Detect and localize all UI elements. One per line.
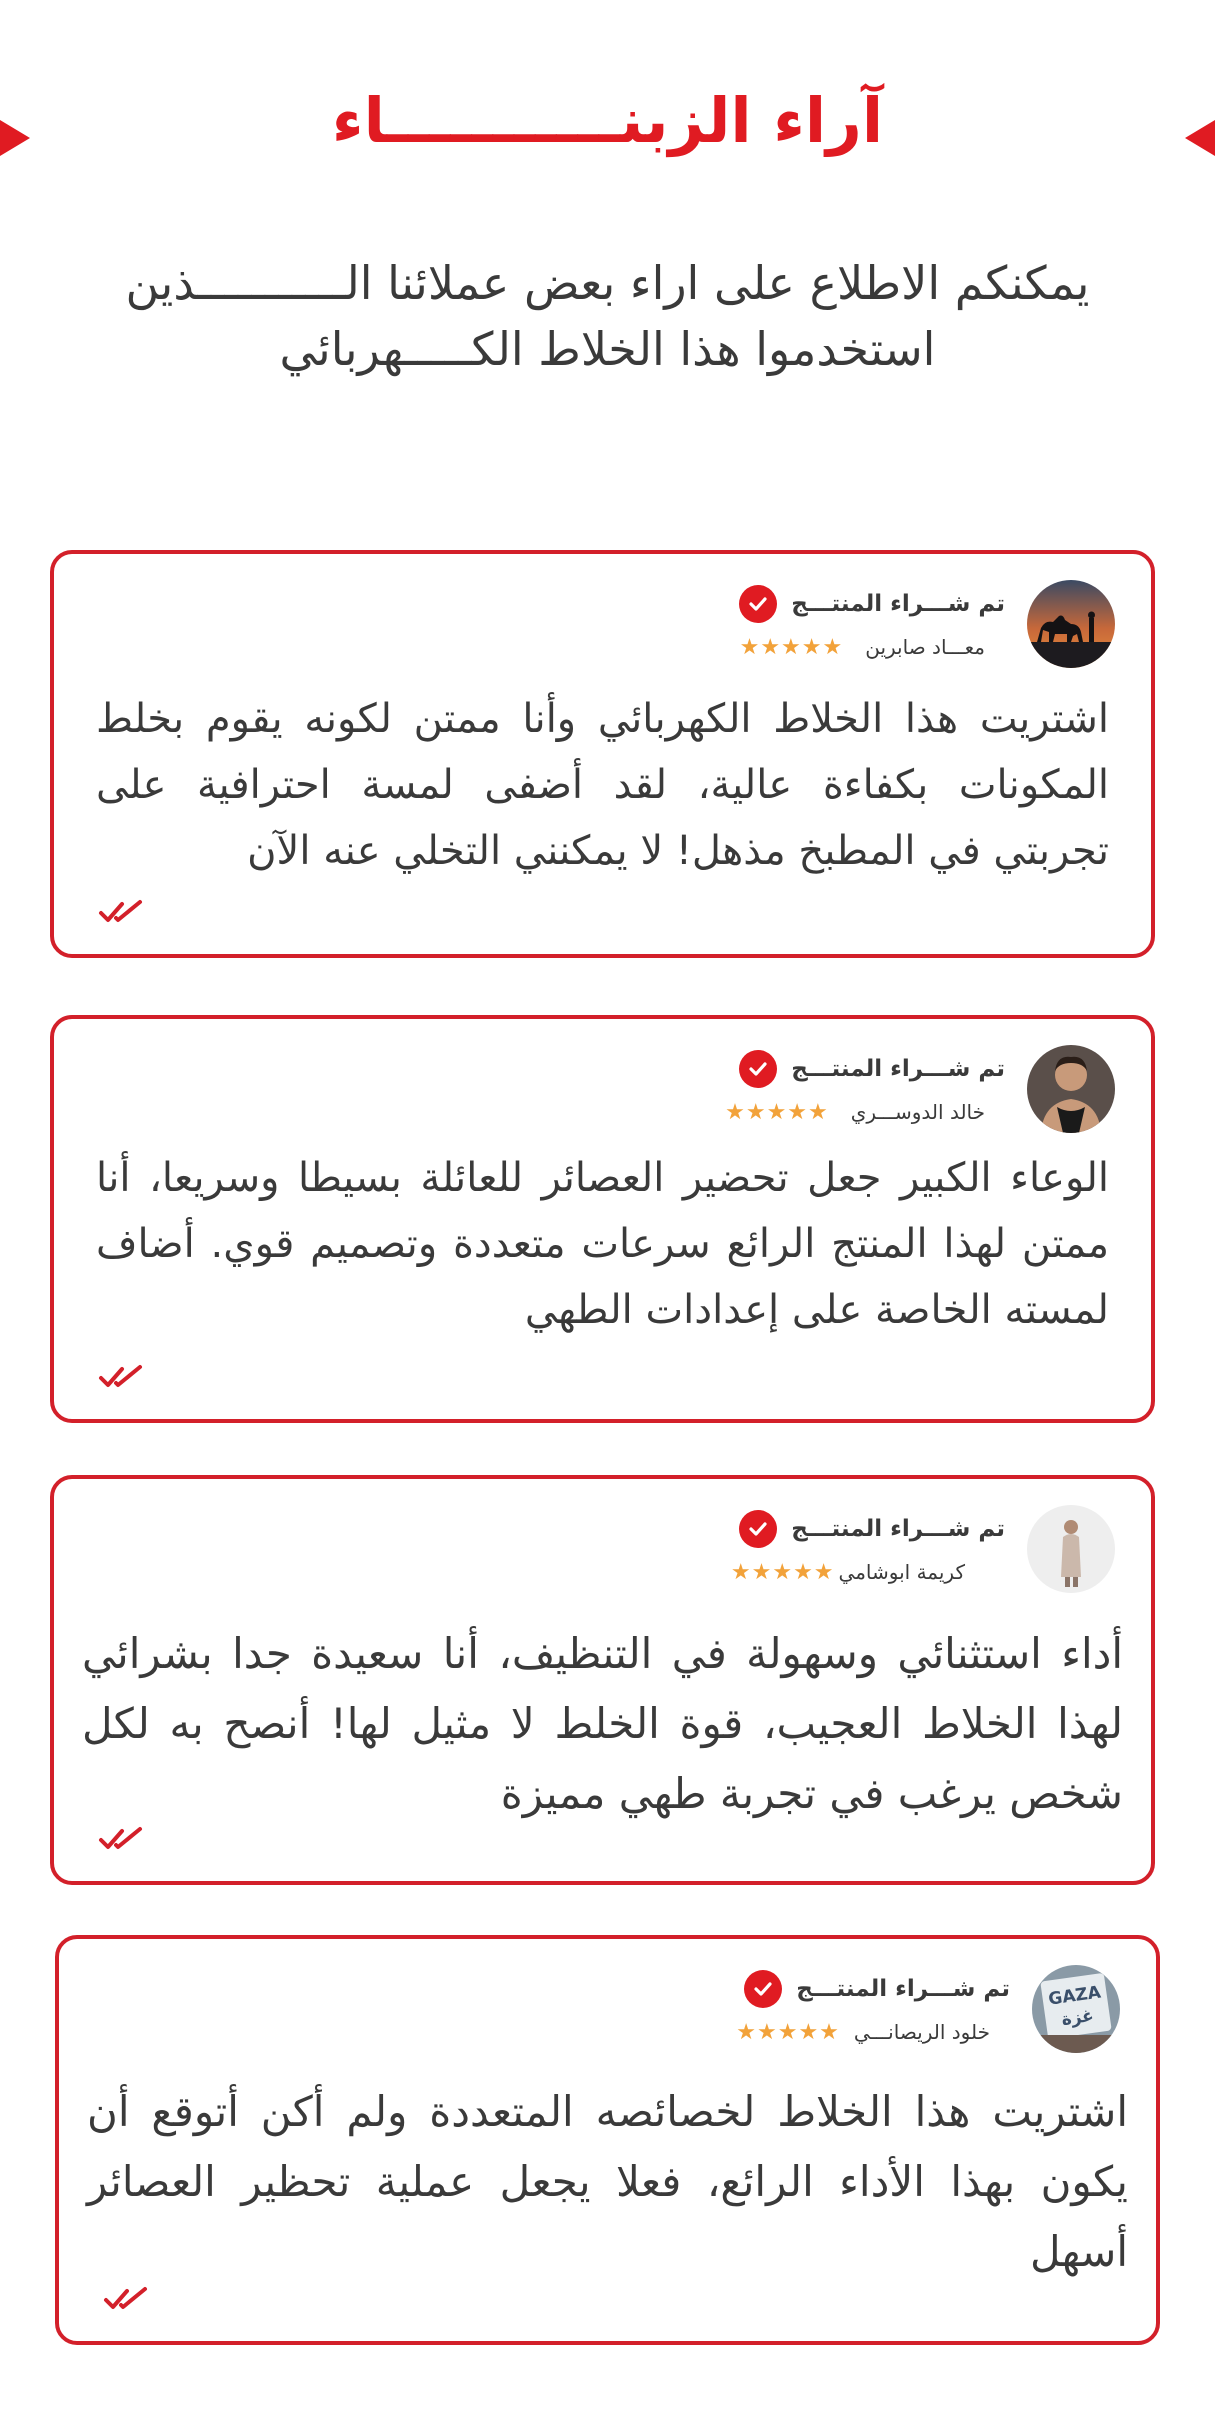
star-rating: ★★★★★ — [736, 2019, 840, 2045]
review-card — [55, 1935, 1160, 2345]
check-circle-icon — [739, 585, 777, 623]
star-rating: ★★★★★ — [725, 1099, 829, 1125]
woman-figure-avatar — [1027, 1505, 1115, 1593]
review-header — [555, 580, 1115, 670]
review-card — [50, 1475, 1155, 1885]
reviewer-name: خالد الدوســـري — [850, 1100, 985, 1124]
svg-text:غزة: غزة — [1060, 2005, 1096, 2031]
man-portrait-avatar — [1027, 1045, 1115, 1133]
page-subtitle: يمكنكم الاطلاع على اراء بعض عملائنا الـــــــــــذين استخدموا هذا الخلاط الكـــــهربائي — [125, 256, 1090, 376]
verified-purchase — [739, 1509, 1005, 1549]
verified-purchase — [739, 584, 1005, 624]
review-header — [555, 1045, 1115, 1135]
check-circle-icon — [744, 1970, 782, 2008]
reviewer-info — [725, 1097, 985, 1127]
reviewer-name: معـــاد صابرين — [865, 635, 985, 659]
verified-purchase-label: تم شـــراء المنتـــج — [791, 1516, 1005, 1542]
reviewer-info — [736, 2017, 990, 2047]
camel-sunset-avatar — [1027, 580, 1115, 668]
verified-purchase — [744, 1969, 1010, 2009]
svg-text:GAZA: GAZA — [1047, 1982, 1103, 2010]
reviewer-info — [740, 632, 985, 662]
review-text: اشتريت هذا الخلاط الكهربائي وأنا ممتن لكونه يقوم بخلط المكونات بكفاءة عالية، لقد أضفى لمسة احترافية على تجربتي في المطبخ مذهل! لا يمكنني التخلي عنه الآن — [96, 696, 1109, 874]
reviews-header — [0, 70, 1215, 205]
review-header — [555, 1505, 1115, 1595]
double-check-icon — [98, 1363, 146, 1391]
verified-purchase-label: تم شـــراء المنتـــج — [796, 1976, 1010, 2002]
verified-purchase — [739, 1049, 1005, 1089]
reviewer-name: كريمة ابوشامي — [838, 1560, 965, 1584]
gaza-sign-avatar — [1032, 1965, 1120, 2053]
star-rating: ★★★★★ — [730, 1559, 835, 1585]
star-rating: ★★★★★ — [739, 634, 844, 660]
verified-purchase-label: تم شـــراء المنتـــج — [791, 1056, 1005, 1082]
review-text: الوعاء الكبير جعل تحضير العصائر للعائلة بسيطا وسريعا، أنا ممتن لهذا المنتج الرائع سرعات متعددة وتصميم قوي. أضاف لمسته الخاصة على إعدادات الطهي — [96, 1155, 1109, 1333]
double-check-icon — [98, 1825, 146, 1853]
double-check-icon — [98, 898, 146, 926]
review-header — [560, 1965, 1120, 2055]
right-arrow-icon — [1185, 120, 1215, 156]
reviewer-name: خلود الريصانـــي — [853, 2020, 990, 2044]
page-title: آراء الزبنـــــــــــاء — [331, 84, 884, 157]
reviewer-info — [731, 1557, 965, 1587]
double-check-icon — [103, 2285, 151, 2313]
check-circle-icon — [739, 1050, 777, 1088]
review-card — [50, 1015, 1155, 1423]
review-text: أداء استثنائي وسهولة في التنظيف، أنا سعيدة جدا بشرائي لهذا الخلاط العجيب، قوة الخلط لا مثيل لها! أنصح به لكل شخص يرغب في تجربة طهي مميزة — [82, 1629, 1123, 1818]
review-card — [50, 550, 1155, 958]
review-text: اشتريت هذا الخلاط لخصائصه المتعددة ولم أكن أتوقع أن يكون بهذا الأداء الرائع، فعلا يجعل عملية تحظير العصائر أسهل — [87, 2087, 1128, 2276]
verified-purchase-label: تم شـــراء المنتـــج — [791, 591, 1005, 617]
check-circle-icon — [739, 1510, 777, 1548]
